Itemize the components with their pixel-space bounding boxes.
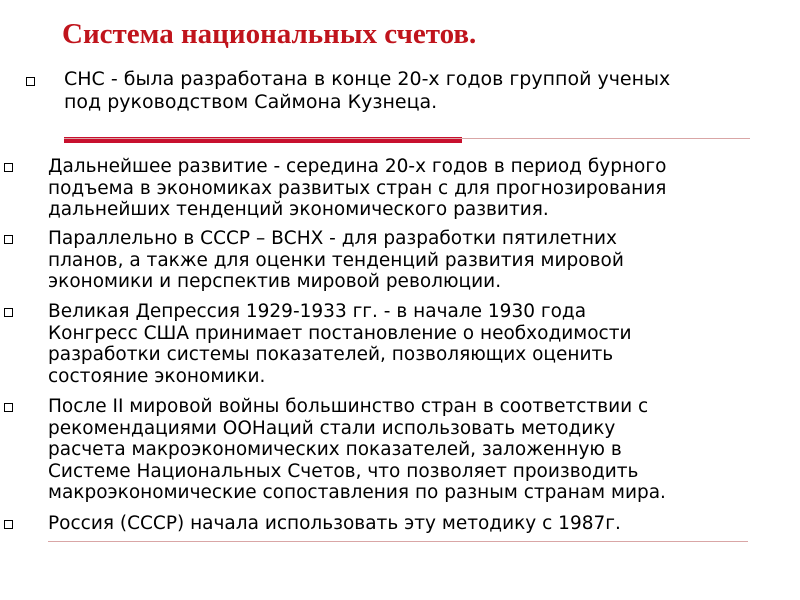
bullet-line: дальнейших тенденций экономического развития.: [48, 199, 549, 220]
bullet-line: Системе Национальных Счетов, что позволяет производить: [48, 460, 639, 482]
square-bullet-icon: [4, 403, 13, 412]
bullet-line: После II мировой войны большинство стран в соответствии с: [48, 396, 649, 417]
intro-paragraph: [0, 68, 800, 118]
bullet-line: Конгресс США принимает постановление о необходимости: [48, 322, 632, 344]
bullet-line: Дальнейшее развитие - середина 20-х годов в период бурного: [48, 156, 667, 177]
intro-text: [64, 68, 670, 113]
bullet-line: Параллельно в СССР – ВСНХ - для разработки пятилетних: [48, 228, 617, 249]
bullet-line: разработки системы показателей, позволяющих оценить: [48, 344, 614, 365]
bullet-line: Великая Депрессия 1929-1933 гг. - в начале 1930 года: [48, 301, 587, 322]
bullet-text: [48, 301, 632, 387]
square-bullet-icon: [4, 163, 13, 172]
bullet-line: подъема в экономиках развитых стран с для прогнозирования: [48, 177, 667, 199]
bullet-line: Россия (СССР) начала использовать эту методику с 1987г.: [48, 513, 621, 534]
bullet-item: [0, 156, 800, 222]
bullet-line: рекомендациями ООНаций стали использовать методику: [48, 417, 616, 439]
bullet-line: планов, а также для оценки тенденций развития мировой: [48, 249, 624, 271]
bullet-line: состояние экономики.: [48, 365, 266, 387]
bullet-line: макроэкономические сопоставления по разным странам мира.: [48, 482, 666, 503]
square-bullet-icon: [26, 77, 35, 86]
bottom-divider-line: [48, 541, 748, 542]
divider-line: [64, 138, 750, 139]
bullet-item: [0, 228, 800, 294]
square-bullet-icon: [4, 235, 13, 244]
slide-title: Система национальных счетов.: [62, 18, 477, 50]
bullet-text: [48, 513, 621, 535]
bullet-item: [0, 396, 800, 506]
bullet-line: экономики и перспектив мировой революции.: [48, 271, 502, 292]
bullet-line: расчета макроэкономических показателей, заложенную в: [48, 439, 622, 460]
bullet-text: [48, 396, 666, 504]
bullet-item: [0, 513, 800, 537]
intro-line: СНС - была разработана в конце 20-х годов группой ученых: [64, 68, 671, 90]
square-bullet-icon: [4, 520, 13, 529]
bullet-text: [48, 156, 666, 221]
bullet-text: [48, 228, 624, 293]
square-bullet-icon: [4, 308, 13, 317]
bullet-item: [0, 301, 800, 389]
intro-line: под руководством Саймона Кузнеца.: [64, 90, 438, 113]
